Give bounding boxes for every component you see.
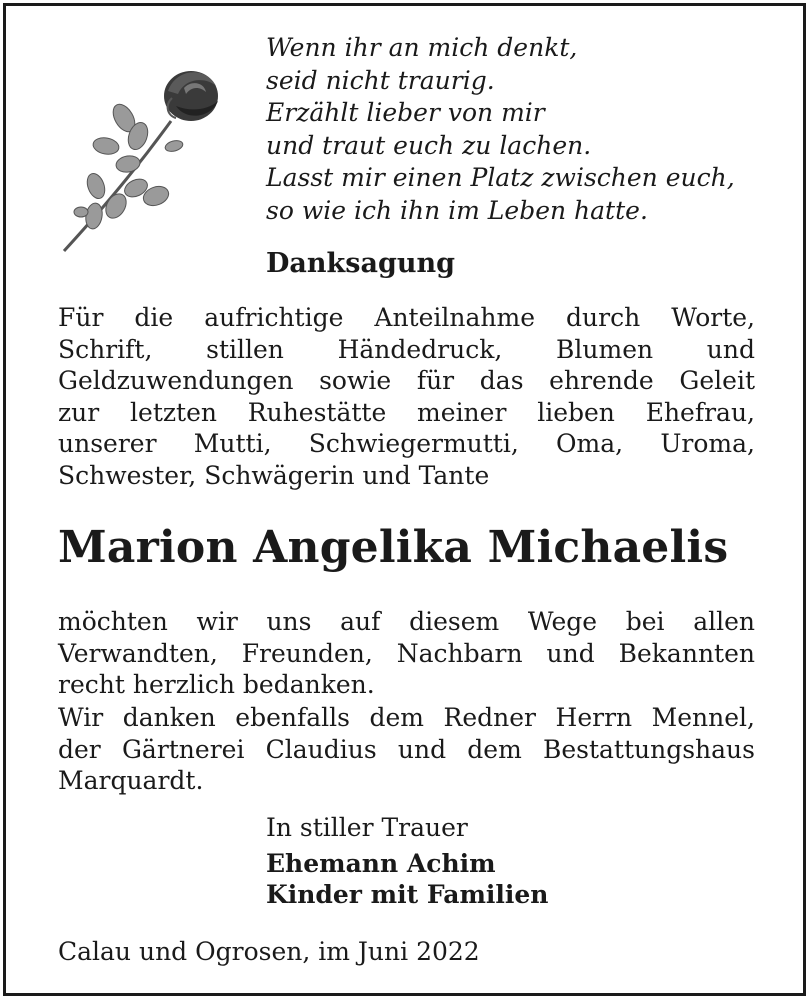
intro-line: unserer Mutti, Schwiegermutti, Oma, Uroma, bbox=[58, 429, 755, 458]
poem bbox=[266, 32, 786, 227]
signature-intro: In stiller Trauer bbox=[266, 813, 468, 842]
poem-line: und traut euch zu lachen. bbox=[266, 130, 592, 160]
poem-line: Wenn ihr an mich denkt, bbox=[266, 33, 578, 62]
intro-line: Geldzuwendungen sowie für das ehrende Geleit bbox=[58, 366, 755, 395]
poem-line: Lasst mir einen Platz zwischen euch, bbox=[266, 163, 735, 192]
thanks2-line: Wir danken ebenfalls dem Redner Herrn Mennel, bbox=[58, 703, 755, 732]
signature-line: Kinder mit Familien bbox=[266, 880, 549, 909]
poem-line: seid nicht traurig. bbox=[266, 65, 495, 95]
thanks-line: recht herzlich bedanken. bbox=[58, 670, 375, 699]
thanks2-paragraph bbox=[58, 702, 755, 797]
intro-line: Schwester, Schwägerin und Tante bbox=[58, 460, 490, 490]
intro-line: zur letzten Ruhestätte meiner lieben Ehefrau, bbox=[58, 397, 755, 427]
poem-line: so wie ich ihn im Leben hatte. bbox=[266, 195, 648, 225]
thanks2-line: Marquardt. bbox=[58, 766, 204, 795]
intro-paragraph bbox=[58, 302, 755, 491]
obituary-notice bbox=[3, 3, 806, 996]
thanks-line: Verwandten, Freunden, Nachbarn und Bekannten bbox=[58, 638, 755, 668]
thanks-paragraph bbox=[58, 606, 755, 701]
intro-line: Für die aufrichtige Anteilnahme durch Worte, bbox=[58, 303, 755, 332]
thanks2-line: der Gärtnerei Claudius und dem Bestattungshaus bbox=[58, 734, 755, 764]
thanks-line: möchten wir uns auf diesem Wege bei allen bbox=[58, 607, 755, 636]
place-date: Calau und Ogrosen, im Juni 2022 bbox=[58, 937, 480, 966]
rose-icon bbox=[36, 46, 246, 276]
deceased-name: Marion Angelika Michaelis bbox=[58, 522, 729, 573]
signature-line: Ehemann Achim bbox=[266, 849, 496, 878]
heading: Danksagung bbox=[266, 248, 455, 279]
poem-line: Erzählt lieber von mir bbox=[266, 98, 545, 127]
intro-line: Schrift, stillen Händedruck, Blumen und bbox=[58, 334, 755, 364]
